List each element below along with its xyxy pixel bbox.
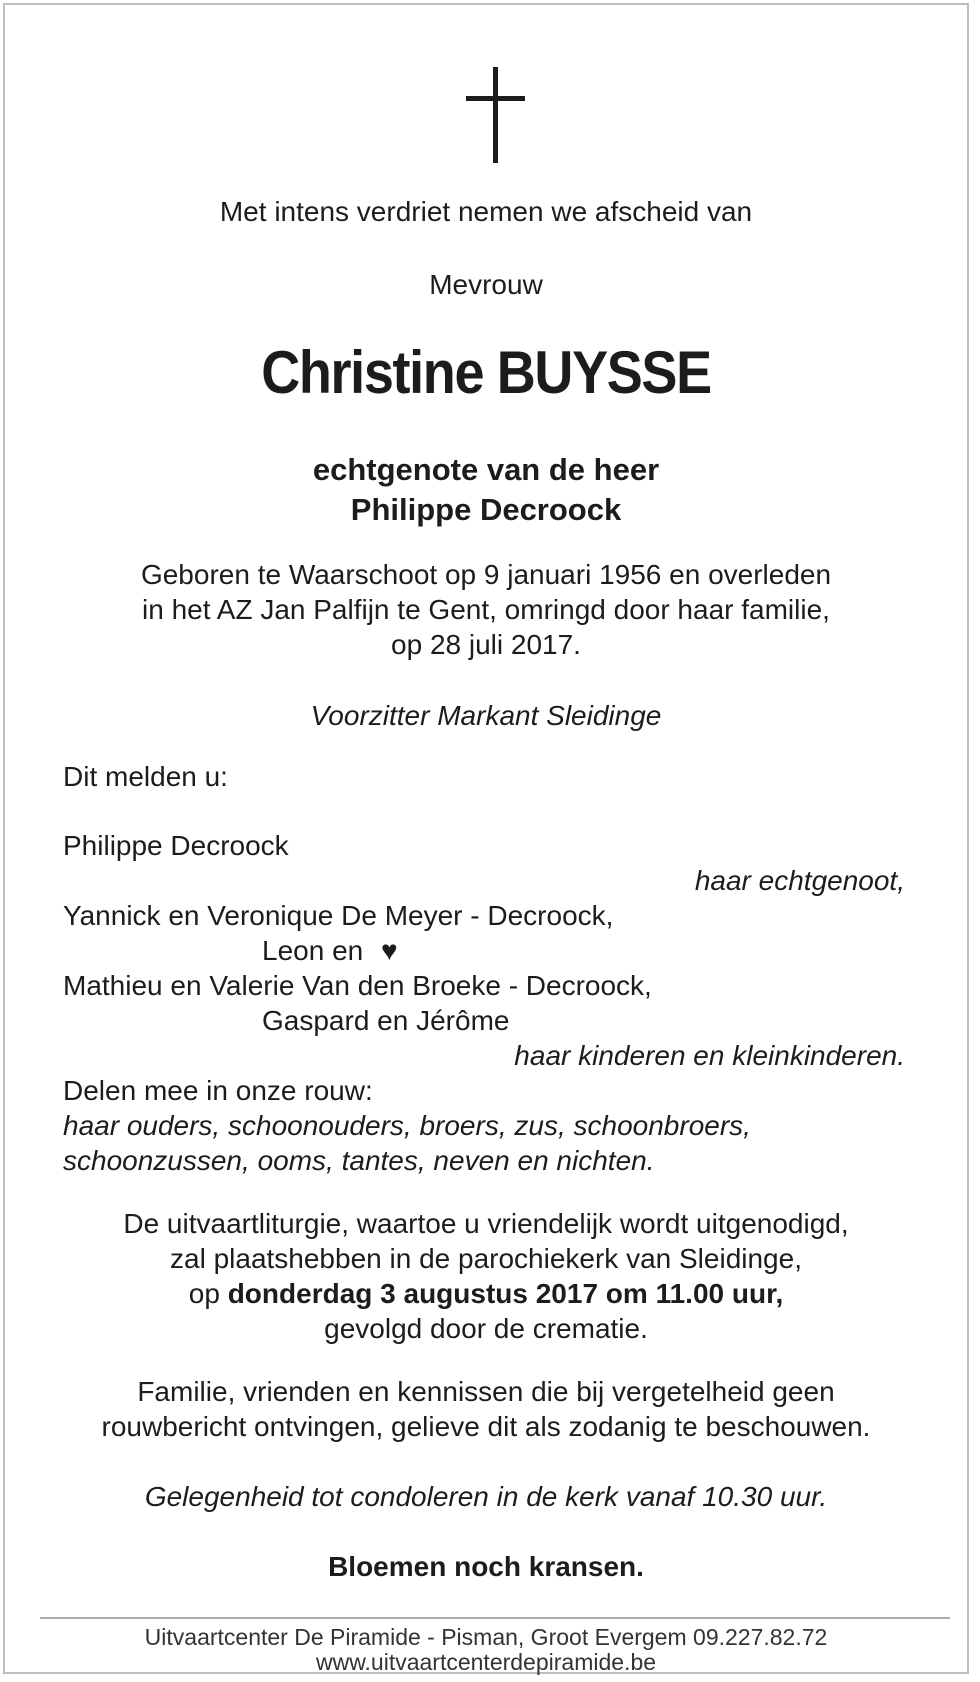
heart-icon: ♥	[381, 935, 398, 966]
notice-line-1: Familie, vrienden en kennissen die bij vergetelheid geen	[137, 1376, 835, 1407]
liturgy-prefix: op	[188, 1278, 228, 1309]
liturgy-line-1: De uitvaartliturgie, waartoe u vriendelijk wordt uitgenodigd,	[123, 1208, 849, 1239]
spouse-line-1: echtgenote van de heer	[312, 452, 660, 487]
child-1: Yannick en Veronique De Meyer - Decroock,	[63, 900, 614, 931]
liturgy-line-4: gevolgd door de crematie.	[324, 1313, 648, 1344]
intro-text: Met intens verdriet nemen we afscheid van	[219, 196, 753, 227]
salutation: Mevrouw	[429, 269, 543, 300]
liturgy-line-3	[5, 1277, 967, 1311]
footer-website: www.uitvaartcenterdepiramide.be	[315, 1649, 657, 1675]
birth-line-2: in het AZ Jan Palfijn te Gent, omringd door haar familie,	[142, 594, 830, 625]
husband-name: Philippe Decroock	[63, 830, 289, 861]
cross-vertical-bar	[493, 67, 498, 163]
share-intro: Delen mee in onze rouw:	[63, 1075, 373, 1106]
share-line-1: haar ouders, schoonouders, broers, zus, schoonbroers,	[63, 1110, 751, 1141]
notice-line-2: rouwbericht ontvingen, gelieve dit als zodanig te beschouwen.	[101, 1411, 871, 1442]
liturgy-date: donderdag 3 augustus 2017 om 11.00 uur,	[227, 1278, 784, 1309]
liturgy-line-2: zal plaatshebben in de parochiekerk van Sleidinge,	[170, 1243, 802, 1274]
announce-text: Dit melden u:	[63, 761, 228, 792]
footer-line-1: Uitvaartcenter De Piramide - Pisman, Groot Evergem 09.227.82.72	[144, 1624, 828, 1650]
grandchildren-2: Gaspard en Jérôme	[262, 1005, 510, 1036]
flowers-text: Bloemen noch kransen.	[328, 1551, 644, 1582]
grandchildren-1-names: Leon en	[262, 935, 364, 966]
condolence-text: Gelegenheid tot condoleren in de kerk vanaf 10.30 uur.	[144, 1481, 828, 1512]
birth-line-1: Geboren te Waarschoot op 9 januari 1956 en overleden	[140, 559, 832, 590]
children-role: haar kinderen en kleinkinderen.	[514, 1040, 905, 1071]
footer-divider	[40, 1617, 950, 1619]
deceased-name: Christine BUYSSE	[261, 339, 711, 406]
grandchildren-1	[262, 934, 398, 968]
husband-role: haar echtgenoot,	[694, 865, 905, 896]
obituary-card	[3, 3, 969, 1674]
role-text: Voorzitter Markant Sleidinge	[310, 700, 662, 731]
child-2: Mathieu en Valerie Van den Broeke - Decroock,	[63, 970, 652, 1001]
cross-horizontal-bar	[466, 96, 525, 101]
birth-line-3: op 28 juli 2017.	[391, 629, 581, 660]
spouse-line-2: Philippe Decroock	[350, 492, 622, 527]
share-line-2: schoonzussen, ooms, tantes, neven en nichten.	[63, 1145, 655, 1176]
